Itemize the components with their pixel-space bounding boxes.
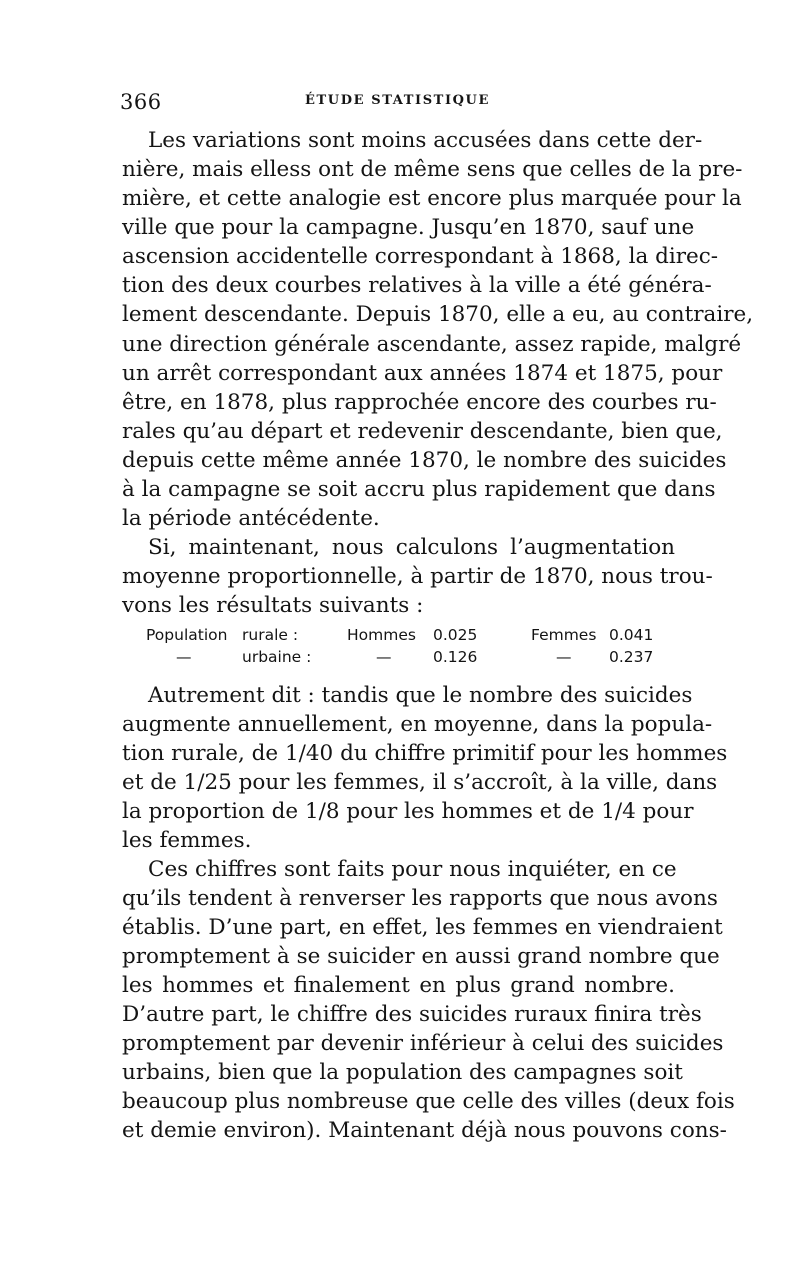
text-line: depuis cette même année 1870, le nombre des suicides [122, 448, 727, 473]
text-line: beaucoup plus nombreuse que celle des villes (deux fois [122, 1089, 735, 1114]
text-line: moyenne proportionnelle, à partir de 1870, nous trou- [122, 564, 713, 589]
text-line: promptement par devenir inférieur à celui des suicides [122, 1031, 724, 1056]
women-label: Femmes [531, 626, 597, 644]
women-value: 0.237 [609, 648, 654, 666]
stat-row-urban [146, 646, 676, 668]
text-line: la période antécédente. [122, 506, 380, 531]
text-line: Autrement dit : tandis que le nombre des suicides [148, 683, 693, 708]
text-line: tion des deux courbes relatives à la ville a été généra- [122, 273, 712, 298]
text-line: et de 1/25 pour les femmes, il s’accroît, à la ville, dans [122, 770, 718, 795]
men-value: 0.025 [433, 626, 478, 644]
text-line: D’autre part, le chiffre des suicides ruraux finira très [122, 1002, 702, 1027]
text-line: lement descendante. Depuis 1870, elle a eu, au contraire, [122, 302, 754, 327]
text-line: qu’ils tendent à renverser les rapports que nous avons [122, 886, 718, 911]
page-number: 366 [120, 90, 162, 114]
text-line: promptement à se suicider en aussi grand nombre que [122, 944, 720, 969]
running-title: ÉTUDE STATISTIQUE [304, 93, 491, 108]
text-line: tion rurale, de 1/40 du chiffre primitif pour les hommes [122, 741, 728, 766]
text-line: ville que pour la campagne. Jusqu’en 1870, sauf une [122, 215, 695, 240]
ditto-mark: — [376, 648, 392, 666]
ditto-mark: — [556, 648, 572, 666]
text-line: mière, et cette analogie est encore plus marquée pour la [122, 186, 742, 211]
text-line: urbains, bien que la population des campagnes soit [122, 1060, 683, 1085]
population-type: rurale : [242, 626, 299, 644]
text-line: établis. D’une part, en effet, les femmes en viendraient [122, 915, 723, 940]
text-line: être, en 1878, plus rapprochée encore des courbes ru- [122, 390, 717, 415]
text-line: la proportion de 1/8 pour les hommes et de 1/4 pour [122, 799, 694, 824]
text-line: vons les résultats suivants : [122, 593, 424, 618]
text-line: une direction générale ascendante, assez rapide, malgré [122, 332, 742, 357]
text-line: les femmes. [122, 828, 252, 853]
text-line: augmente annuellement, en moyenne, dans la popula- [122, 712, 713, 737]
text-line: nière, mais elless ont de même sens que celles de la pre- [122, 157, 743, 182]
stat-row-rural [146, 624, 676, 646]
men-label: Hommes [347, 626, 416, 644]
text-line: Ces chiffres sont faits pour nous inquiéter, en ce [148, 857, 677, 882]
text-line: un arrêt correspondant aux années 1874 et 1875, pour [122, 361, 723, 386]
men-value: 0.126 [433, 648, 478, 666]
text-line: Si, maintenant, nous calculons l’augmentation [148, 535, 675, 560]
ditto-mark: — [176, 648, 192, 666]
women-value: 0.041 [609, 626, 654, 644]
text-line: ascension accidentelle correspondant à 1868, la direc- [122, 244, 719, 269]
page-header [120, 90, 675, 114]
text-line: les hommes et finalement en plus grand nombre. [122, 973, 675, 998]
population-type: urbaine : [242, 648, 312, 666]
text-line: et demie environ). Maintenant déjà nous pouvons cons- [122, 1118, 727, 1143]
population-label: Population [146, 626, 228, 644]
text-line: à la campagne se soit accru plus rapidement que dans [122, 477, 716, 502]
text-line: Les variations sont moins accusées dans cette der- [148, 128, 703, 153]
text-line: rales qu’au départ et redevenir descendante, bien que, [122, 419, 723, 444]
